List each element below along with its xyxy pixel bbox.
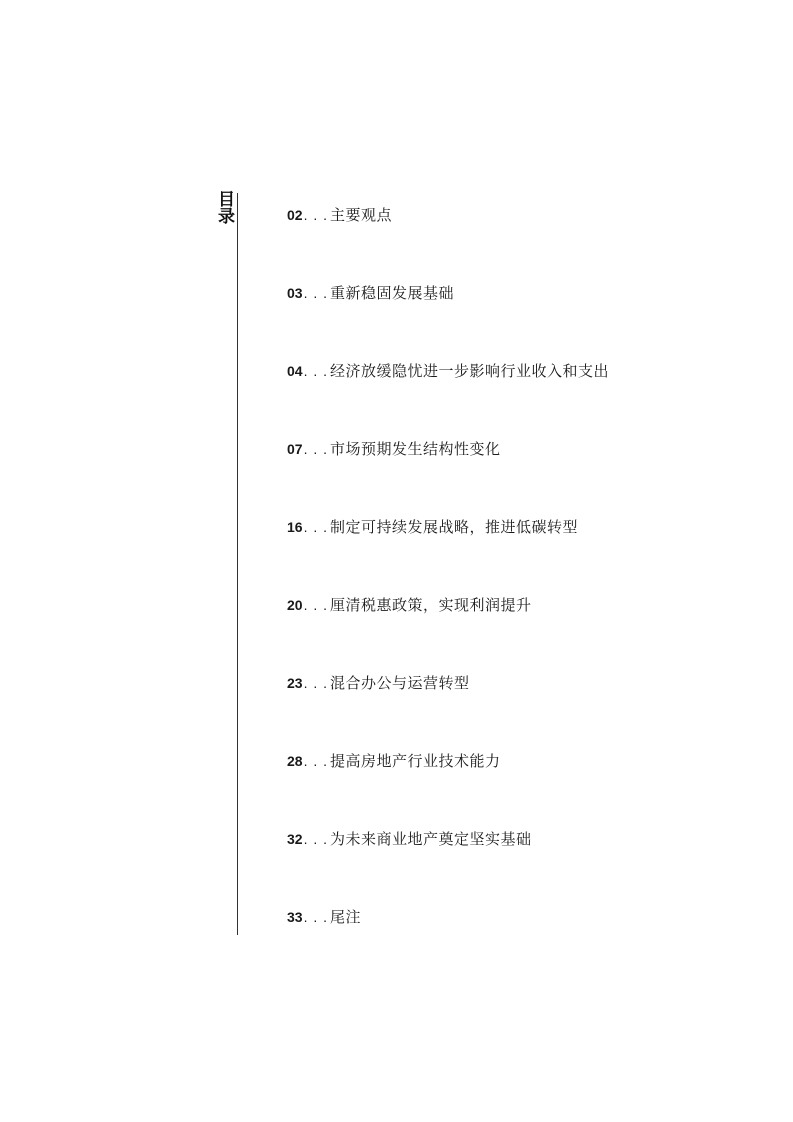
toc-leader-dots: . . . <box>303 519 329 535</box>
toc-page-number: 07 <box>287 441 303 457</box>
toc-page-number: 32 <box>287 831 303 847</box>
toc-entry-title: 为未来商业地产奠定坚实基础 <box>330 830 532 848</box>
toc-page-number: 16 <box>287 519 303 535</box>
toc-entry[interactable] <box>287 438 609 516</box>
toc-heading: 目录 <box>214 190 234 224</box>
toc-entry-title: 经济放缓隐忧进一步影响行业收入和支出 <box>330 362 610 380</box>
toc-page-number: 04 <box>287 363 303 379</box>
toc-entry[interactable] <box>287 750 609 828</box>
toc-entry[interactable] <box>287 282 609 360</box>
toc-divider-line <box>237 193 238 935</box>
toc-page-number: 28 <box>287 753 303 769</box>
toc-leader-dots: . . . <box>303 909 329 925</box>
toc-entry[interactable] <box>287 828 609 906</box>
toc-leader-dots: . . . <box>303 675 329 691</box>
toc-entry-title: 市场预期发生结构性变化 <box>330 440 501 458</box>
toc-entry-title: 主要观点 <box>330 206 393 224</box>
toc-page-number: 20 <box>287 597 303 613</box>
toc-page-number: 33 <box>287 909 303 925</box>
toc-page-number: 23 <box>287 675 303 691</box>
toc-entry[interactable] <box>287 360 609 438</box>
toc-entry[interactable] <box>287 204 609 282</box>
toc-entry-title: 制定可持续发展战略，推进低碳转型 <box>330 518 579 536</box>
toc-entry-title: 混合办公与运营转型 <box>330 674 470 692</box>
toc-page-number: 03 <box>287 285 303 301</box>
toc-leader-dots: . . . <box>303 285 329 301</box>
toc-leader-dots: . . . <box>303 207 329 223</box>
toc-entry[interactable] <box>287 594 609 672</box>
toc-leader-dots: . . . <box>303 753 329 769</box>
toc-page-number: 02 <box>287 207 303 223</box>
toc-list <box>287 204 609 984</box>
toc-leader-dots: . . . <box>303 363 329 379</box>
toc-entry[interactable] <box>287 906 609 984</box>
toc-entry[interactable] <box>287 672 609 750</box>
toc-entry-title: 厘清税惠政策，实现利润提升 <box>330 596 532 614</box>
toc-entry-title: 提高房地产行业技术能力 <box>330 752 501 770</box>
toc-leader-dots: . . . <box>303 831 329 847</box>
toc-entry[interactable] <box>287 516 609 594</box>
toc-entry-title: 尾注 <box>330 908 362 926</box>
toc-leader-dots: . . . <box>303 597 329 613</box>
toc-entry-title: 重新稳固发展基础 <box>330 284 455 302</box>
toc-leader-dots: . . . <box>303 441 329 457</box>
